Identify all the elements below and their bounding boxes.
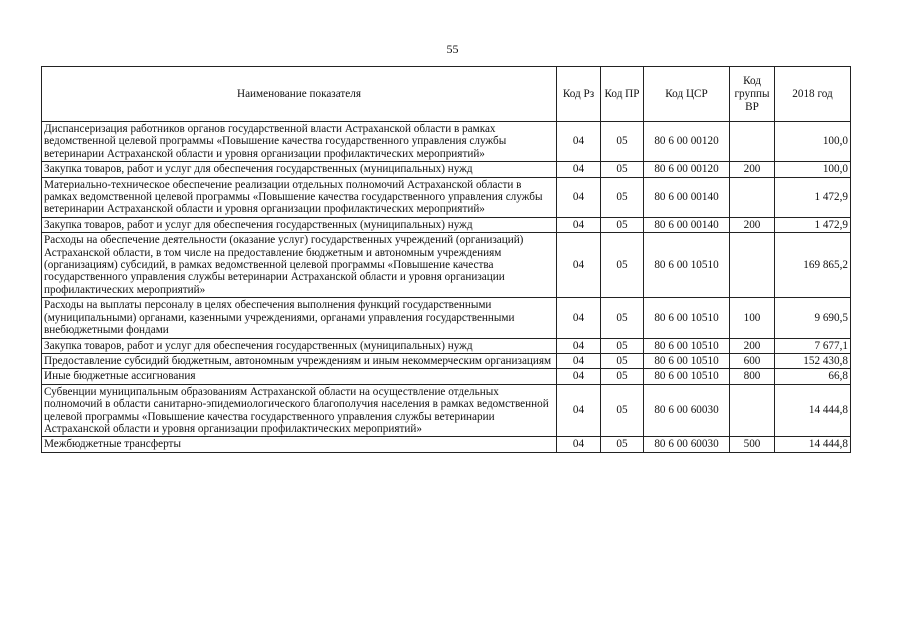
row-pr: 05 [601,177,644,217]
row-vr [730,122,775,162]
row-amount: 9 690,5 [775,298,851,338]
row-vr [730,177,775,217]
row-amount: 100,0 [775,162,851,177]
row-rz: 04 [557,369,601,384]
table-row [42,384,851,437]
row-vr [730,384,775,437]
row-pr: 05 [601,233,644,298]
row-name: Расходы на выплаты персоналу в целях обеспечения выполнения функций государственными (муниципальными) органами, казенными учреждениями, органами управления государственными внебюджетными фондами [42,298,557,338]
row-amount: 152 430,8 [775,353,851,368]
table-row [42,177,851,217]
table-row [42,338,851,353]
row-vr: 600 [730,353,775,368]
row-name: Диспансеризация работников органов государственной власти Астраханской области в рамках ведомственной целевой программы «Повышение качества государственного управления службы ветеринарии Астраханской области и уровня организации профилактических мероприятий» [42,122,557,162]
row-pr: 05 [601,217,644,232]
row-name: Закупка товаров, работ и услуг для обеспечения государственных (муниципальных) нужд [42,162,557,177]
row-amount: 1 472,9 [775,217,851,232]
row-rz: 04 [557,384,601,437]
row-pr: 05 [601,437,644,452]
header-name: Наименование показателя [42,67,557,122]
row-vr: 200 [730,338,775,353]
row-csr: 80 6 00 00120 [644,162,730,177]
row-amount: 7 677,1 [775,338,851,353]
budget-table [41,66,851,453]
row-rz: 04 [557,177,601,217]
row-vr: 100 [730,298,775,338]
row-csr: 80 6 00 10510 [644,298,730,338]
row-pr: 05 [601,338,644,353]
row-rz: 04 [557,298,601,338]
row-pr: 05 [601,369,644,384]
row-csr: 80 6 00 10510 [644,233,730,298]
table-row [42,298,851,338]
header-vr: Код группы ВР [730,67,775,122]
row-amount: 100,0 [775,122,851,162]
row-csr: 80 6 00 60030 [644,437,730,452]
row-csr: 80 6 00 10510 [644,338,730,353]
row-rz: 04 [557,217,601,232]
row-amount: 14 444,8 [775,384,851,437]
row-amount: 14 444,8 [775,437,851,452]
row-pr: 05 [601,384,644,437]
table-row [42,122,851,162]
row-name: Межбюджетные трансферты [42,437,557,452]
row-csr: 80 6 00 00140 [644,217,730,232]
table-row [42,162,851,177]
header-rz: Код Рз [557,67,601,122]
row-name: Закупка товаров, работ и услуг для обеспечения государственных (муниципальных) нужд [42,338,557,353]
row-name: Субвенции муниципальным образованиям Астраханской области на осуществление отдельных полномочий в области санитарно-эпидемиологического благополучия населения в рамках ведомственной целевой программы «Повышение качества государственного управления службы ветеринарии Астраханской области и уровня организации профилактических мероприятий» [42,384,557,437]
row-csr: 80 6 00 60030 [644,384,730,437]
table-row [42,217,851,232]
row-name: Предоставление субсидий бюджетным, автономным учреждениям и иным некоммерческим организациям [42,353,557,368]
row-pr: 05 [601,353,644,368]
table-row [42,369,851,384]
row-amount: 169 865,2 [775,233,851,298]
header-pr: Код ПР [601,67,644,122]
row-pr: 05 [601,298,644,338]
row-vr: 200 [730,162,775,177]
table-row [42,437,851,452]
row-rz: 04 [557,162,601,177]
table-row [42,233,851,298]
header-year: 2018 год [775,67,851,122]
header-csr: Код ЦСР [644,67,730,122]
row-name: Материально-техническое обеспечение реализации отдельных полномочий Астраханской области в рамках ведомственной целевой программы «Повышение качества государственного управления службы ветеринарии Астраханской области и уровня организации профилактических мероприятий» [42,177,557,217]
row-rz: 04 [557,353,601,368]
row-rz: 04 [557,338,601,353]
page-number: 55 [446,42,459,56]
row-csr: 80 6 00 00120 [644,122,730,162]
table-row [42,353,851,368]
row-rz: 04 [557,437,601,452]
row-rz: 04 [557,233,601,298]
row-vr: 800 [730,369,775,384]
row-csr: 80 6 00 10510 [644,353,730,368]
row-name: Закупка товаров, работ и услуг для обеспечения государственных (муниципальных) нужд [42,217,557,232]
row-vr [730,233,775,298]
row-vr: 500 [730,437,775,452]
table-header-row [42,67,851,122]
row-amount: 1 472,9 [775,177,851,217]
row-name: Расходы на обеспечение деятельности (оказание услуг) государственных учреждений (организаций) Астраханской области, в том числе на предоставление бюджетным и автономным учреждениям (организациям) субсидий, в рамках ведомственной целевой программы «Повышение качества государственного управления службы ветеринарии Астраханской области и уровня организации профилактических мероприятий» [42,233,557,298]
row-pr: 05 [601,122,644,162]
row-name: Иные бюджетные ассигнования [42,369,557,384]
row-vr: 200 [730,217,775,232]
row-pr: 05 [601,162,644,177]
row-csr: 80 6 00 10510 [644,369,730,384]
row-amount: 66,8 [775,369,851,384]
row-csr: 80 6 00 00140 [644,177,730,217]
row-rz: 04 [557,122,601,162]
